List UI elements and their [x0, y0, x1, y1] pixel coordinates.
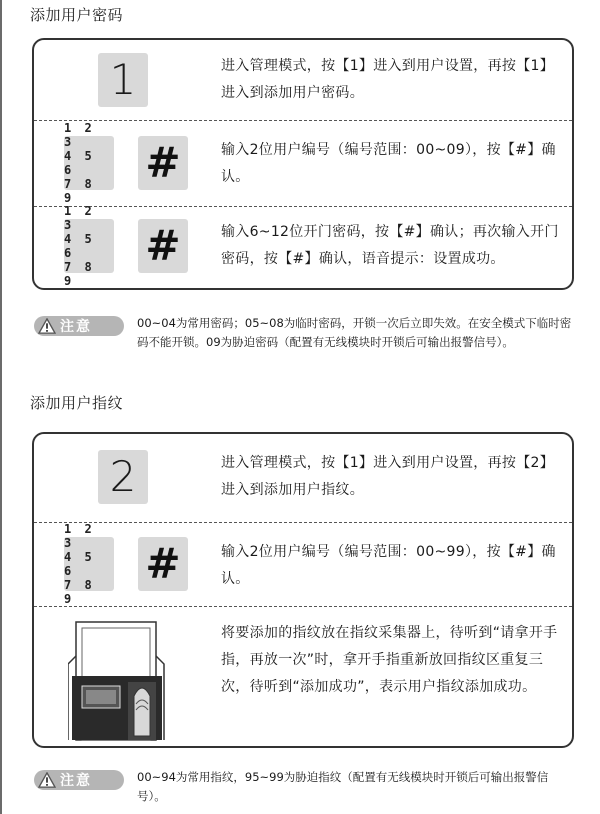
step-instruction: 输入2位用户编号（编号范围：00~99），按【#】确认。 [221, 544, 556, 587]
section-title-fingerprint: 添加用户指纹 [30, 394, 124, 412]
step-instruction: 将要添加的指纹放在指纹采集器上，待听到“请拿开手指，再放一次”时，拿开手指重新放回指纹区重复三次，待听到“添加成功”，表示用户指纹添加成功。 [221, 625, 558, 695]
password-step-3 [34, 206, 572, 288]
section-title-password: 添加用户密码 [30, 6, 124, 24]
fingerprint-steps-card [32, 432, 574, 748]
fingerprint-step-3 [34, 606, 572, 746]
hash-key-icon: # [138, 219, 188, 273]
fingerprint-device-illustration [68, 616, 198, 741]
note-label: 注意 [60, 773, 92, 789]
keypad-row: 1 2 3 [64, 204, 95, 232]
fingerprint-step-2 [34, 522, 572, 606]
note-badge [34, 770, 124, 790]
step-number-box: 2 [98, 450, 148, 504]
note-label: 注意 [60, 319, 92, 335]
keypad-row: 4 5 6 [64, 232, 95, 260]
password-step-1 [34, 40, 572, 120]
step-number-box: 1 [98, 53, 148, 107]
password-step-2 [34, 120, 572, 206]
hash-key-icon: # [138, 136, 188, 190]
warning-triangle-icon [38, 318, 56, 334]
hash-key-icon: # [138, 537, 188, 591]
keypad-row: 7 8 9 [64, 260, 95, 288]
note-text: 00~94为常用指纹，95~99为胁迫指纹（配置有无线模块时开锁后可输出报警信号）。 [137, 770, 549, 803]
step-instruction: 进入管理模式，按【1】进入到用户设置，再按【2】进入到添加用户指纹。 [221, 455, 555, 498]
step-instruction: 输入2位用户编号（编号范围：00~09），按【#】确认。 [221, 142, 556, 185]
warning-triangle-icon [38, 772, 56, 788]
keypad-row: 1 2 3 [64, 121, 95, 149]
note-text: 00~04为常用密码；05~08为临时密码，开锁一次后立即失效。在安全模式下临时密码不能开锁。09为胁迫密码（配置有无线模块时开锁后可输出报警信号）。 [137, 316, 572, 349]
step-instruction: 进入管理模式，按【1】进入到用户设置，再按【1】进入到添加用户密码。 [221, 58, 555, 101]
step-instruction: 输入6~12位开门密码，按【#】确认；再次输入开门密码，按【#】确认，语音提示：设置成功。 [221, 224, 559, 267]
page-edge-rule [0, 0, 2, 814]
keypad-row: 1 2 3 [64, 522, 95, 550]
keypad-row: 7 8 9 [64, 578, 95, 606]
keypad-row: 4 5 6 [64, 149, 95, 177]
keypad-icon [64, 522, 114, 606]
keypad-icon [64, 204, 114, 288]
note-badge [34, 316, 124, 336]
password-steps-card [32, 38, 574, 290]
keypad-row: 7 8 9 [64, 177, 95, 205]
keypad-icon [64, 121, 114, 205]
keypad-row: 4 5 6 [64, 550, 95, 578]
fingerprint-step-1 [34, 434, 572, 522]
